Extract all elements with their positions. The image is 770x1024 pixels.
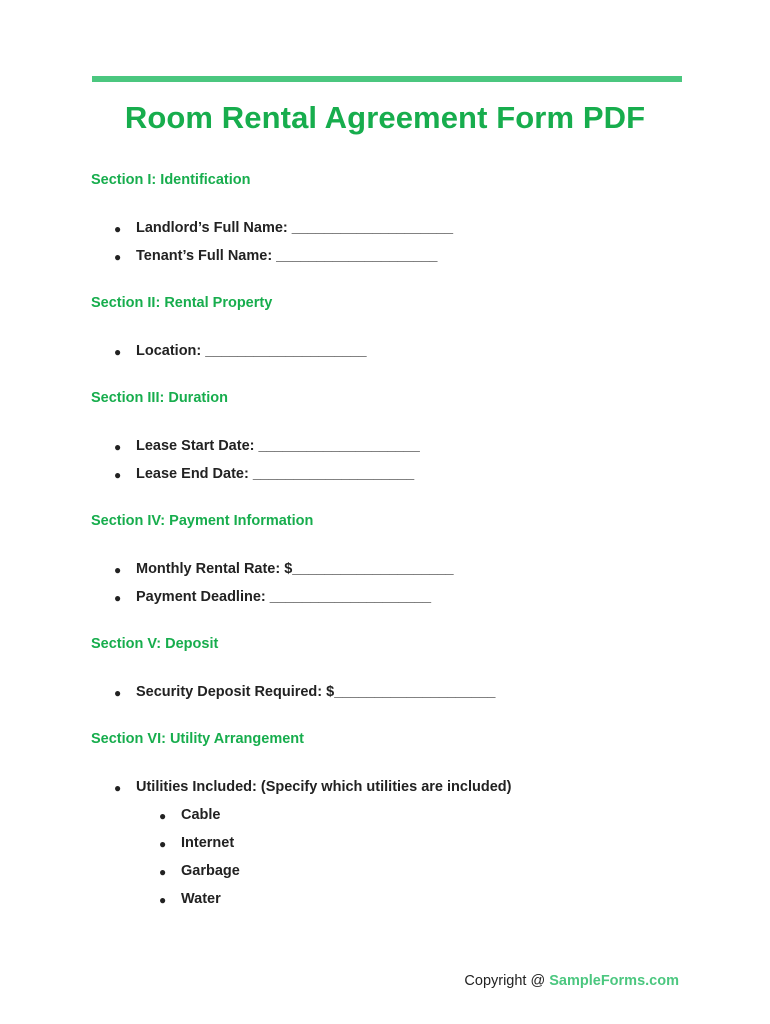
field-label: Security Deposit Required: $____________________ — [136, 684, 496, 700]
bullet-icon: ● — [159, 809, 167, 823]
bullet-icon: ● — [159, 837, 167, 851]
section-heading-identification: Section I: Identification — [91, 172, 251, 188]
bullet-icon: ● — [114, 563, 122, 577]
utility-label: Garbage — [181, 863, 240, 879]
field-payment-deadline — [114, 589, 432, 605]
bullet-icon: ● — [114, 222, 122, 236]
bullet-icon: ● — [114, 345, 122, 359]
utility-option-cable — [159, 807, 221, 823]
field-lease-end-date — [114, 466, 415, 482]
utility-option-garbage — [159, 863, 240, 879]
field-label: Tenant’s Full Name: ____________________ — [136, 248, 438, 264]
utility-label: Water — [181, 891, 221, 907]
field-utilities-included — [114, 779, 512, 795]
bullet-icon: ● — [159, 893, 167, 907]
field-label: Location: ____________________ — [136, 343, 367, 359]
utility-option-water — [159, 891, 221, 907]
brand-link[interactable]: SampleForms.com — [549, 973, 679, 989]
section-heading-duration: Section III: Duration — [91, 390, 228, 406]
field-label: Payment Deadline: ____________________ — [136, 589, 432, 605]
title-divider-rule — [92, 76, 682, 82]
utility-label: Cable — [181, 807, 221, 823]
bullet-icon: ● — [114, 440, 122, 454]
bullet-icon: ● — [114, 686, 122, 700]
bullet-icon: ● — [114, 250, 122, 264]
field-lease-start-date — [114, 438, 420, 454]
section-heading-payment-information: Section IV: Payment Information — [91, 513, 314, 529]
document-title: Room Rental Agreement Form PDF — [124, 100, 646, 135]
section-heading-deposit: Section V: Deposit — [91, 636, 219, 652]
copyright-footer — [464, 973, 679, 989]
bullet-icon: ● — [114, 781, 122, 795]
bullet-icon: ● — [114, 591, 122, 605]
bullet-icon: ● — [159, 865, 167, 879]
field-security-deposit — [114, 684, 496, 700]
copyright-text: Copyright @ — [464, 973, 550, 989]
field-label: Utilities Included: (Specify which utilities are included) — [136, 779, 512, 795]
field-label: Lease End Date: ____________________ — [136, 466, 415, 482]
field-tenant-name — [114, 248, 438, 264]
field-label: Landlord’s Full Name: ____________________ — [136, 220, 454, 236]
field-label: Monthly Rental Rate: $____________________ — [136, 561, 454, 577]
field-monthly-rental-rate — [114, 561, 454, 577]
field-label: Lease Start Date: ____________________ — [136, 438, 420, 454]
field-location — [114, 343, 367, 359]
bullet-icon: ● — [114, 468, 122, 482]
section-heading-utility-arrangement: Section VI: Utility Arrangement — [91, 731, 304, 747]
utility-option-internet — [159, 835, 235, 851]
utility-label: Internet — [181, 835, 235, 851]
field-landlord-name — [114, 220, 454, 236]
section-heading-rental-property: Section II: Rental Property — [91, 295, 273, 311]
